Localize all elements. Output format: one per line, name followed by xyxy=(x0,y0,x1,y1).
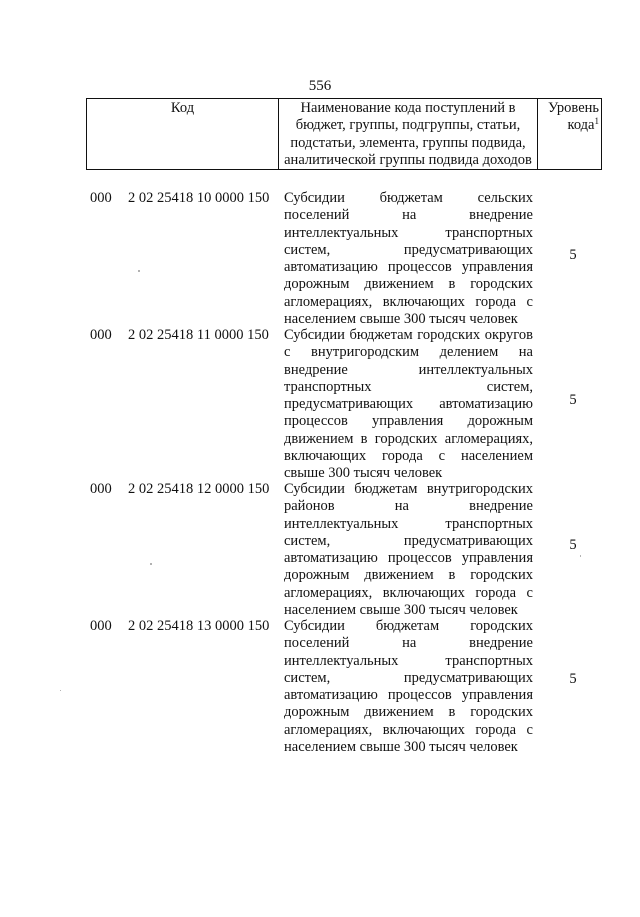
row-level: 5 xyxy=(569,392,577,408)
row-description: Субсидии бюджетам внутригородских районов на внедрение интеллектуальных транспортных систем, предусматривающих автоматизацию процессов управления дорожным движением в городских агломерациях, включающих города с населением свыше 300 тысяч человек xyxy=(284,481,533,619)
scan-speck xyxy=(138,270,140,272)
row-admin-code: 000 xyxy=(90,618,112,634)
row-level: 5 xyxy=(569,537,577,553)
page-number: 556 xyxy=(308,78,332,94)
table-header-row xyxy=(87,99,602,170)
header-level-footnote: 1 xyxy=(594,116,599,127)
header-level xyxy=(538,99,602,170)
row-budget-code: 2 02 25418 10 0000 150 xyxy=(128,190,270,206)
row-budget-code: 2 02 25418 11 0000 150 xyxy=(128,327,269,343)
row-description: Субсидии бюджетам городских округов с внутригородским делением на внедрение интеллектуальных транспортных систем, предусматривающих автоматизацию процессов управления дорожным движением в городских агломерациях, включающих города с населением свыше 300 тысяч человек xyxy=(284,327,533,482)
row-budget-code: 2 02 25418 12 0000 150 xyxy=(128,481,270,497)
row-level: 5 xyxy=(569,247,577,263)
row-admin-code: 000 xyxy=(90,190,112,206)
row-admin-code: 000 xyxy=(90,481,112,497)
row-budget-code: 2 02 25418 13 0000 150 xyxy=(128,618,270,634)
scan-speck xyxy=(580,555,581,557)
row-level: 5 xyxy=(569,671,577,687)
header-name: Наименование кода поступлений в бюджет, группы, подгруппы, статьи, подстатьи, элемента, группы подвида, аналитической группы подвида доходов xyxy=(279,99,538,170)
row-description: Субсидии бюджетам сельских поселений на внедрение интеллектуальных транспортных систем, предусматривающих автоматизацию процессов управления дорожным движением в городских агломерациях, включающих города с населением свыше 300 тысяч человек xyxy=(284,190,533,328)
scan-speck xyxy=(150,563,152,565)
scan-speck xyxy=(60,690,61,691)
row-description: Субсидии бюджетам городских поселений на внедрение интеллектуальных транспортных систем, предусматривающих автоматизацию процессов управления дорожным движением в городских агломерациях, включающих города с населением свыше 300 тысяч человек xyxy=(284,618,533,756)
row-admin-code: 000 xyxy=(90,327,112,343)
table-header xyxy=(86,98,602,170)
header-level-label: Уровень кода xyxy=(547,100,599,134)
header-code: Код xyxy=(87,99,279,170)
